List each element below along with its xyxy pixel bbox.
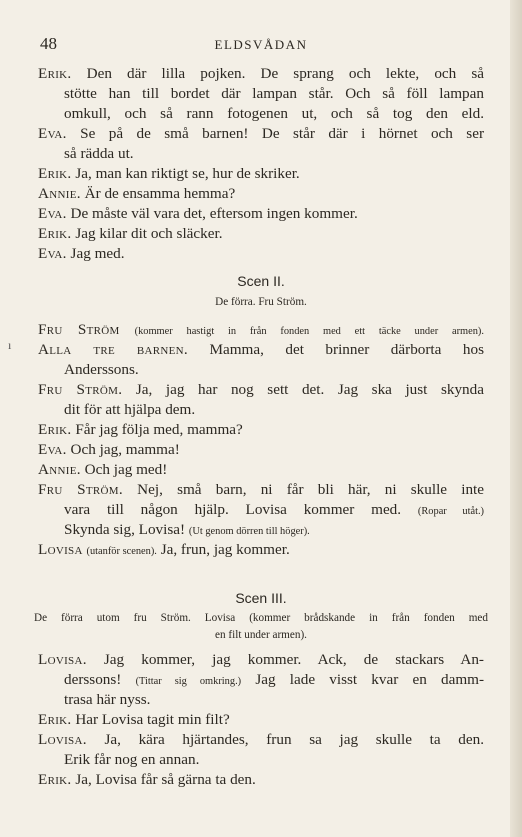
- speaker-name: Erik.: [38, 165, 72, 182]
- speaker-name: Lovisa.: [38, 651, 87, 668]
- speaker-name: Fru Ström.: [38, 381, 123, 398]
- speech-text: derssons!: [64, 671, 122, 688]
- speech-text: Nej, små barn, ni får bli här, ni skulle inte: [137, 481, 485, 498]
- speech-text: Jag lade visst kvar en damm-: [255, 671, 485, 688]
- speech-text: Ja, jag har nog sett det. Jag ska just skynda: [135, 381, 484, 398]
- dialogue-line: [38, 360, 484, 380]
- speech-text: Erik får nog en annan.: [64, 751, 200, 768]
- dialogue-line: [38, 164, 484, 184]
- speech-text: Ja, man kan riktigt se, hur de skriker.: [75, 165, 300, 182]
- dialogue-line: [38, 690, 484, 710]
- speech-text: trasa här nyss.: [64, 691, 151, 708]
- dialogue-line: [38, 204, 484, 224]
- dialogue-line: [38, 770, 484, 790]
- speaker-name: Erik.: [38, 225, 72, 242]
- dialogue-block-1: [38, 64, 484, 264]
- speaker-name: Eva.: [38, 441, 67, 458]
- speaker-name: Fru Ström: [38, 321, 120, 338]
- scene-3: [38, 587, 484, 609]
- speech-text: vara till någon hjälp. Lovisa kommer med.: [64, 501, 402, 518]
- dialogue-line: [38, 440, 484, 460]
- scene-3-cast: [34, 610, 488, 644]
- dialogue-line: [38, 224, 484, 244]
- scene-cast: De förra. Fru Ström.: [215, 296, 307, 308]
- speech-text: Och jag, mamma!: [70, 441, 180, 458]
- speaker-name: Fru Ström.: [38, 481, 123, 498]
- scene-title: Scen II.: [237, 273, 285, 289]
- dialogue-line: [38, 184, 484, 204]
- dialogue-line: [38, 144, 484, 164]
- page-number: 48: [40, 34, 57, 53]
- speaker-name: Erik.: [38, 65, 72, 82]
- dialogue-line: [38, 730, 484, 750]
- page-edge: [510, 0, 522, 837]
- speaker-name: Eva.: [38, 245, 67, 262]
- speech-text: Skynda sig, Lovisa!: [64, 521, 186, 538]
- dialogue-line: [38, 380, 484, 400]
- dialogue-line: [38, 244, 484, 264]
- dialogue-line: [38, 400, 484, 420]
- stage-direction: (Ropar utåt.): [417, 506, 485, 517]
- speaker-name: Lovisa.: [38, 731, 87, 748]
- dialogue-block-3: [38, 650, 484, 790]
- speech-text: Se på de små barnen! De står där i hörnet och ser: [80, 125, 484, 142]
- speech-text: Jag kommer, jag kommer. Ack, de stackars An-: [103, 651, 484, 668]
- running-title: ELDSVÅDAN: [214, 37, 308, 52]
- scene-title: Scen III.: [235, 590, 287, 606]
- speech-text: Har Lovisa tagit min filt?: [75, 711, 230, 728]
- speech-text: Jag med.: [70, 245, 125, 262]
- stage-direction: (kommer hastigt in från fonden med ett täcke under armen).: [134, 326, 484, 337]
- stage-direction: (utanför scenen).: [86, 546, 157, 557]
- speech-text: Är de ensamma hemma?: [84, 185, 236, 202]
- dialogue-line: [38, 64, 484, 84]
- dialogue-line: [38, 500, 484, 520]
- speech-text: Får jag följa med, mamma?: [75, 421, 243, 438]
- speech-text: så rädda ut.: [64, 145, 134, 162]
- speech-text: Den där lilla pojken. De sprang och lekte, och så: [86, 65, 485, 82]
- speech-text: omkull, och så rann fotogenen ut, och så tog den eld.: [64, 105, 484, 122]
- dialogue-line: [38, 650, 484, 670]
- speech-text: Ja, frun, jag kommer.: [160, 541, 290, 558]
- speaker-name: Alla tre barnen.: [38, 341, 188, 358]
- dialogue-line: [38, 420, 484, 440]
- scene-2: [38, 270, 484, 312]
- dialogue-line: [38, 340, 484, 360]
- speech-text: Mamma, det brinner därborta hos: [209, 341, 484, 358]
- speaker-name: Erik.: [38, 711, 72, 728]
- speaker-name: Annie.: [38, 461, 81, 478]
- speaker-name: Erik.: [38, 421, 72, 438]
- page-header: [0, 34, 522, 54]
- speaker-name: Annie.: [38, 185, 81, 202]
- margin-mark: ı: [8, 338, 12, 352]
- stage-direction: (Tittar sig omkring.): [135, 676, 242, 687]
- speech-text: Jag kilar dit och släcker.: [75, 225, 223, 242]
- dialogue-line: [38, 460, 484, 480]
- speech-text: Ja, Lovisa får så gärna ta den.: [75, 771, 256, 788]
- speaker-name: Lovisa: [38, 541, 83, 558]
- dialogue-line: [38, 750, 484, 770]
- dialogue-line: [38, 84, 484, 104]
- speaker-name: Erik.: [38, 771, 72, 788]
- speech-text: Anderssons.: [64, 361, 139, 378]
- dialogue-line: [38, 320, 484, 340]
- speech-text: De måste väl vara det, eftersom ingen kommer.: [70, 205, 358, 222]
- dialogue-line: [38, 124, 484, 144]
- dialogue-line: [38, 104, 484, 124]
- dialogue-block-2: [38, 320, 484, 560]
- dialogue-line: [38, 480, 484, 500]
- stage-direction: (Ut genom dörren till höger).: [188, 526, 310, 537]
- dialogue-line: [38, 670, 484, 690]
- speech-text: dit för att hjälpa dem.: [64, 401, 196, 418]
- dialogue-line: [38, 520, 484, 540]
- scene-cast-line: en filt under armen).: [215, 629, 307, 641]
- speech-text: Och jag med!: [84, 461, 168, 478]
- dialogue-line: [38, 540, 484, 560]
- speech-text: stötte han till bordet där lampan står. Och så föll lampan: [64, 85, 484, 102]
- scene-cast-line: De förra utom fru Ström. Lovisa (kommer brådskande in från fonden med: [34, 612, 488, 624]
- speech-text: Ja, kära hjärtandes, frun sa jag skulle ta den.: [104, 731, 485, 748]
- speaker-name: Eva.: [38, 205, 67, 222]
- speaker-name: Eva.: [38, 125, 67, 142]
- dialogue-line: [38, 710, 484, 730]
